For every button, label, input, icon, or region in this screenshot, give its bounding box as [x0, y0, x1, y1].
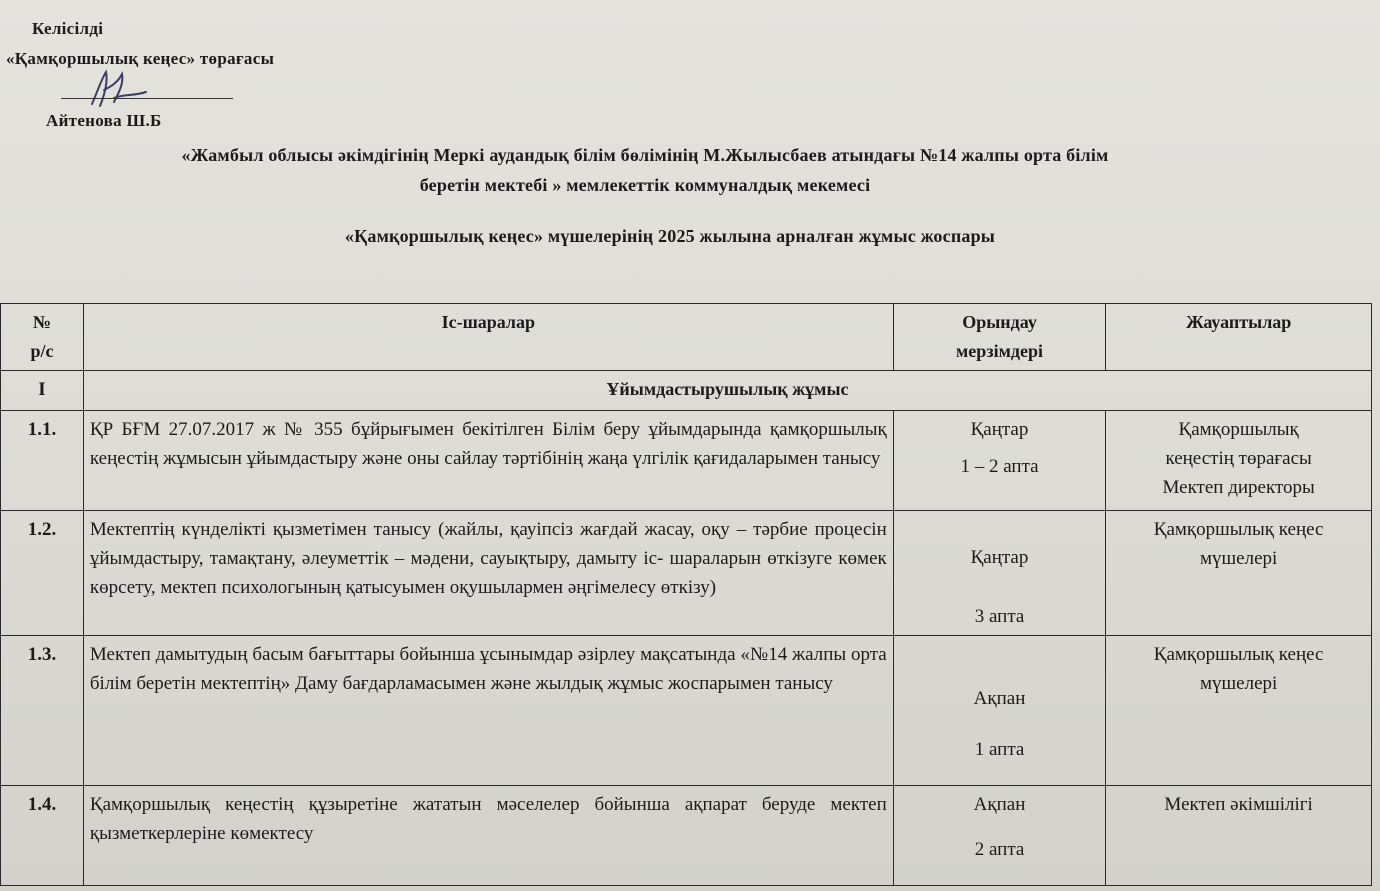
row-term-week: 3 апта: [974, 606, 1025, 627]
row-term: [893, 636, 1106, 786]
approval-position: «Қамқоршылық кеңес» төрағасы: [6, 49, 275, 68]
header-number-symbol: №: [32, 312, 51, 332]
row-term: [893, 786, 1106, 886]
row-responsible: [1106, 511, 1372, 636]
row-term: [893, 511, 1106, 636]
table-row: [1, 411, 1372, 511]
institution-line-1: «Жамбыл облысы әкімдігінің Меркі аудандық білім бөлімінің М.Жылысбаев атындағы №14 жалпы орта білім: [181, 145, 1109, 165]
approver-name: Айтенова Ш.Б: [46, 111, 162, 130]
row-responsible-line-2: кеңестің төрағасы: [1165, 448, 1312, 469]
section-title: Ұйымдастырушылық жұмыс: [83, 371, 1371, 411]
row-responsible-line-1: Қамқоршылық кеңес: [1153, 519, 1324, 540]
row-activity: Мектептің күнделікті қызметімен танысу (жайлы, қауіпсіз жағдай жасау, оқу – тәрбие процесін ұйымдастыру, тамақтану, әлеуметтік – мәдени, сауықтыру, дамыту іс- шараларын өткізуге көмек көрсету, мектеп психологының қатысуымен оқушылармен әңгімелесу өткізу): [83, 511, 893, 636]
table-header-row: [1, 304, 1372, 371]
row-term-month: Қаңтар: [970, 419, 1029, 440]
row-term-month: Қаңтар: [970, 547, 1029, 568]
row-responsible-line-1: Мектеп әкімшілігі: [1164, 794, 1313, 815]
row-activity: Мектеп дамытудың басым бағыттары бойынша ұсынымдар әзірлеу мақсатында «№14 жалпы орта білім беретін мектептің» Даму бағдарламасымен және жылдық жұмыс жоспарымен танысу: [83, 636, 893, 786]
header-number-abbr: р/с: [30, 341, 54, 361]
plan-title: «Қамқоршылық кеңес» мүшелерінің 2025 жылына арналған жұмыс жоспары: [344, 226, 996, 246]
row-responsible-line-1: Қамқоршылық: [1178, 419, 1299, 440]
section-number: І: [1, 371, 84, 411]
work-plan-table: [0, 303, 1372, 886]
header-activity: Іс-шаралар: [83, 304, 893, 371]
header-term-line-1: Орындау: [962, 312, 1037, 332]
row-responsible-line-3: Мектеп директоры: [1162, 477, 1315, 498]
row-responsible-line-2: мүшелері: [1200, 548, 1278, 569]
row-number: 1.1.: [1, 411, 84, 511]
section-row: [1, 371, 1372, 411]
row-activity: ҚР БҒМ 27.07.2017 ж № 355 бұйрығымен бекітілген Білім беру ұйымдарында қамқоршылық кеңестің жұмысын ұйымдастыру және оны сайлау тәртібінің жаңа үлгілік қағидаларымен танысу: [83, 411, 893, 511]
row-responsible: [1106, 636, 1372, 786]
table-row: [1, 511, 1372, 636]
row-responsible-line-2: мүшелері: [1200, 673, 1278, 694]
row-term-week: 2 апта: [974, 839, 1025, 860]
header-responsible: Жауаптылар: [1106, 304, 1372, 371]
table-row: [1, 636, 1372, 786]
table-row: [1, 786, 1372, 886]
header-term-line-2: мерзімдері: [955, 341, 1044, 361]
row-responsible-line-1: Қамқоршылық кеңес: [1153, 644, 1324, 665]
approval-agreed: Келісілді: [32, 19, 104, 38]
row-term: [893, 411, 1106, 511]
approval-block: [6, 14, 274, 136]
row-activity: Қамқоршылық кеңестің құзыретіне жататын мәселелер бойынша ақпарат беруде мектеп қызметкерлеріне көмектесу: [83, 786, 893, 886]
header-term: [893, 304, 1106, 371]
row-number: 1.2.: [1, 511, 84, 636]
institution-line-2: беретін мектебі » мемлекеттік коммуналдық мекемесі: [419, 175, 871, 195]
signature-line: [61, 98, 233, 99]
header-number: [1, 304, 84, 371]
row-term-week: 1 – 2 апта: [960, 456, 1039, 477]
row-responsible: [1106, 411, 1372, 511]
signature-row: [6, 74, 274, 110]
row-responsible: [1106, 786, 1372, 886]
row-term-month: Ақпан: [973, 688, 1026, 709]
row-term-week: 1 апта: [974, 739, 1025, 760]
institution-name: [40, 140, 1250, 200]
row-number: 1.3.: [1, 636, 84, 786]
row-number: 1.4.: [1, 786, 84, 886]
row-term-month: Ақпан: [973, 794, 1026, 815]
handwritten-signature: [84, 68, 164, 112]
